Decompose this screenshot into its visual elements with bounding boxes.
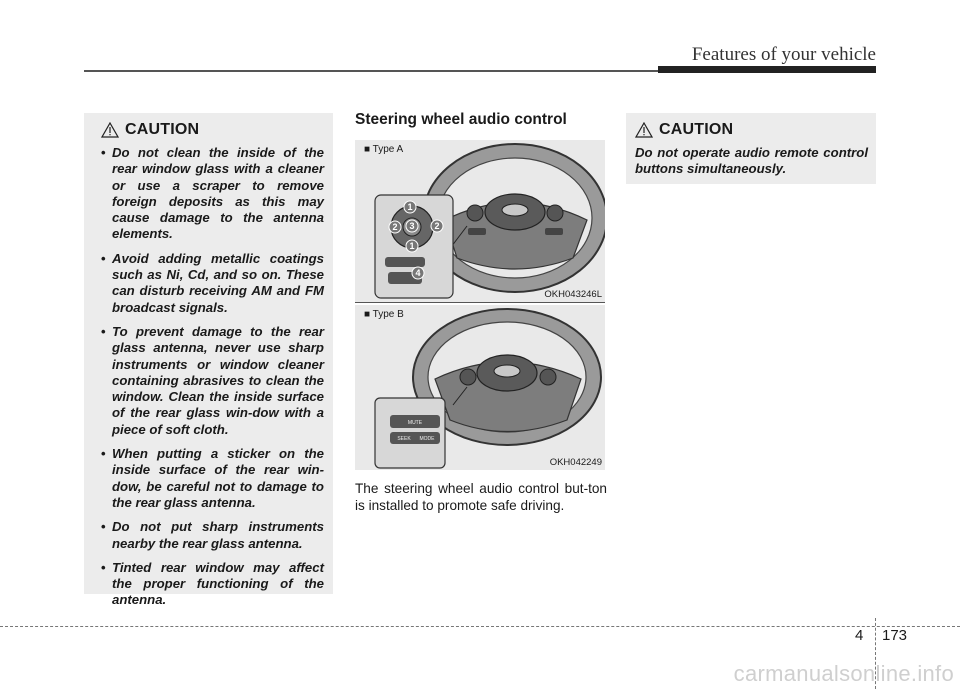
caution-title: CAUTION: [125, 121, 200, 138]
callout-label: 1: [407, 202, 413, 212]
caution-item: • Avoid adding metallic coatings such as Ni, Cd, and so on. These can disturb receiving AM and FM broadcast signals.: [101, 251, 324, 316]
figure-type-b: [355, 305, 605, 470]
callout-label: 2: [392, 222, 398, 232]
callout-label: 3: [409, 221, 415, 231]
section-title: Steering wheel audio control: [355, 111, 567, 128]
footer-rule: [0, 626, 960, 627]
callout-label: 4: [415, 268, 421, 278]
watermark: carmanualsonline.info: [733, 661, 954, 686]
caution-heading: [101, 121, 324, 139]
steering-wheel-type-a-illustration: [355, 140, 605, 302]
button-caption: MODE: [419, 436, 435, 442]
warning-triangle-icon: [635, 122, 653, 138]
page-number: 173: [882, 627, 908, 644]
caution-heading: [635, 121, 868, 139]
caution-title: CAUTION: [659, 121, 734, 138]
button-caption: MUTE: [407, 420, 423, 426]
chapter-number: 4: [855, 627, 864, 644]
caution-item: • Do not clean the inside of the rear window glass with a cleaner or use a scraper to remove foreign deposits as this may cause damage to the antenna elements.: [101, 145, 324, 243]
warning-triangle-icon: [101, 122, 119, 138]
caution-body: Do not operate audio remote control buttons simultaneously.: [635, 145, 868, 177]
figure-divider: [355, 302, 605, 303]
caution-item: • Tinted rear window may affect the proper functioning of the antenna.: [101, 560, 324, 609]
figure-type-a: [355, 140, 605, 302]
caution-box-left: [84, 113, 333, 608]
header-tab: [658, 66, 876, 73]
caution-list: [101, 145, 324, 609]
figure-code: OKH042249: [549, 457, 602, 468]
figure-code: OKH043246L: [544, 289, 602, 300]
callout-label: 2: [434, 221, 440, 231]
figure-label: ■ Type B: [364, 309, 404, 320]
figure-label: ■ Type A: [364, 144, 404, 155]
caution-box-right: [626, 113, 876, 184]
caution-item: • When putting a sticker on the inside surface of the rear win-dow, be careful not to damage to the rear glass antenna.: [101, 446, 324, 511]
callout-label: 1: [409, 241, 415, 251]
caution-item: • Do not put sharp instruments nearby the rear glass antenna.: [101, 519, 324, 552]
caution-item: • To prevent damage to the rear glass antenna, never use sharp instruments or window cleaner containing abrasives to clean the window. Clean the inside surface of the rear glass win-dow with a piece of soft cloth.: [101, 324, 324, 438]
button-caption: SEEK: [397, 436, 411, 442]
section-body: The steering wheel audio control but-ton is installed to promote safe driving.: [355, 481, 607, 513]
steering-wheel-type-b-illustration: [355, 305, 605, 470]
header-title: Features of your vehicle: [691, 44, 876, 65]
